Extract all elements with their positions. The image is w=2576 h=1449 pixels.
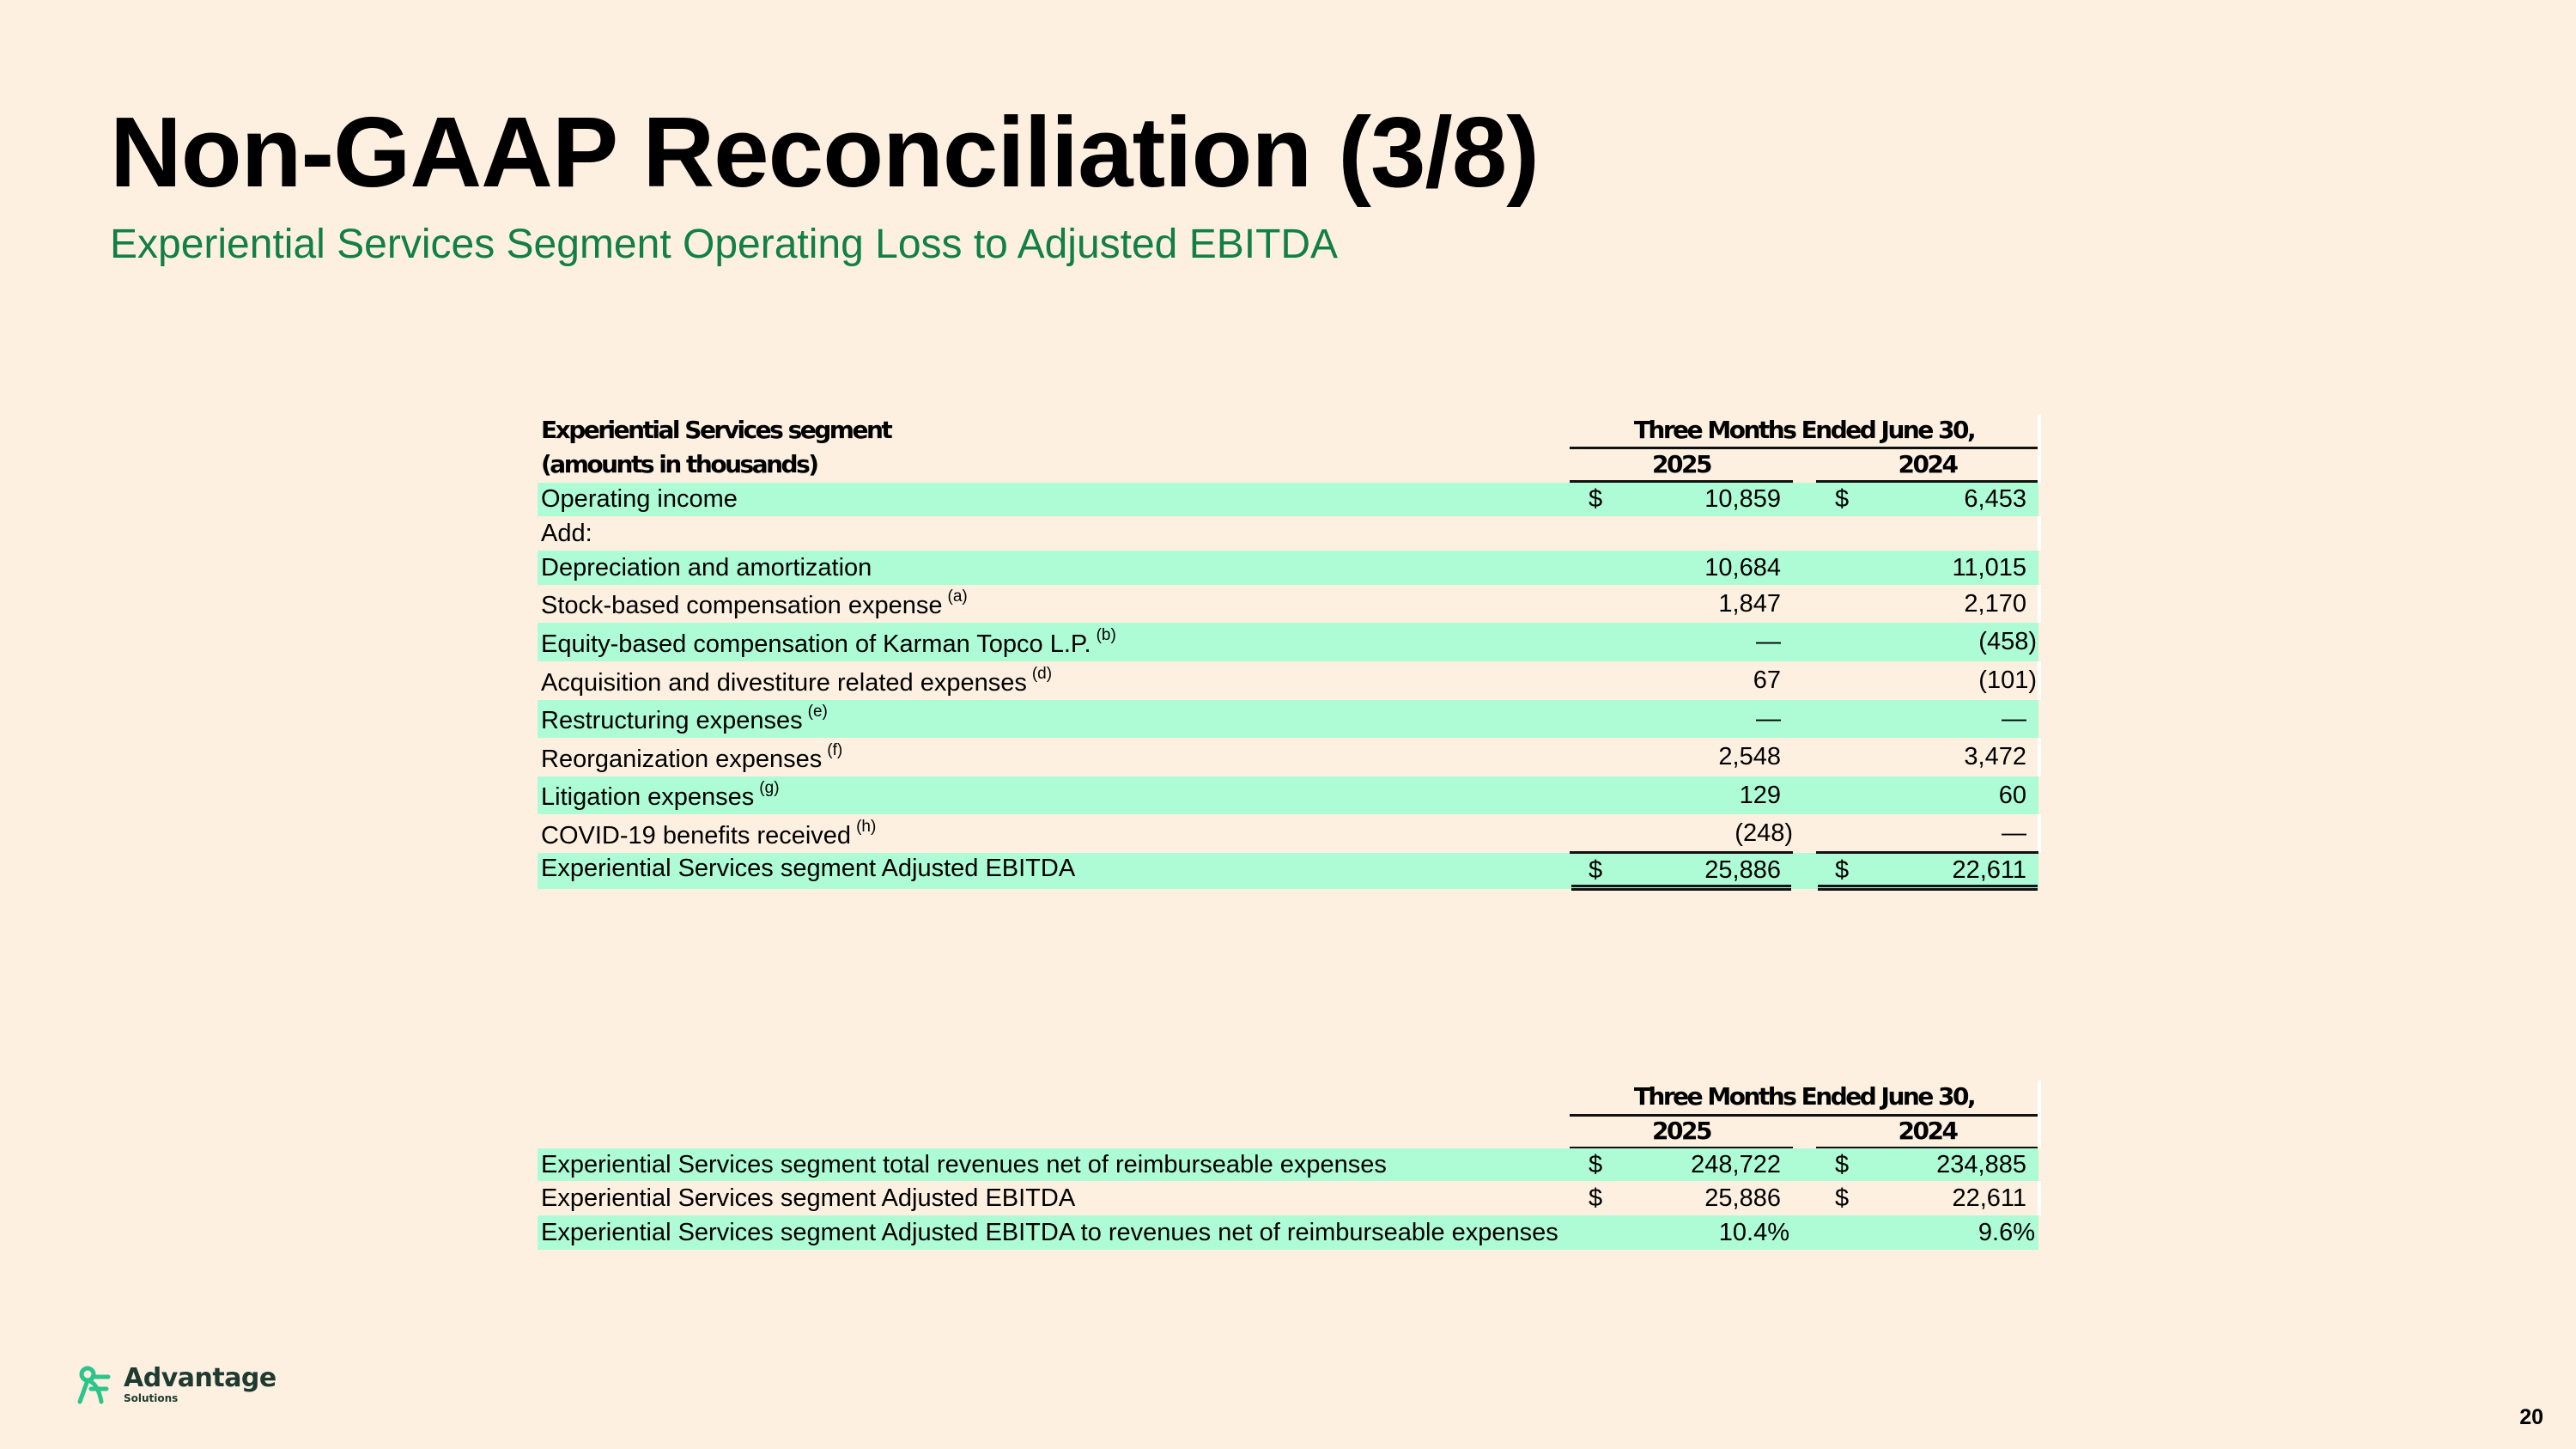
currency-symbol: $ bbox=[1835, 1184, 1850, 1212]
table-edge bbox=[2038, 1081, 2041, 1148]
header-segment: Experiential Services segment bbox=[541, 416, 891, 444]
page-number: 20 bbox=[2519, 1405, 2543, 1429]
table-edge bbox=[2038, 1181, 2041, 1215]
table-row bbox=[538, 776, 2038, 814]
logo-subtitle: Solutions bbox=[124, 1392, 179, 1404]
header-year-2025: 2025 bbox=[1652, 450, 1710, 478]
table-row bbox=[538, 516, 2038, 551]
value-2025: 67 bbox=[1753, 667, 1781, 694]
table-row bbox=[538, 1215, 2038, 1250]
value-2025: — bbox=[1756, 704, 1781, 733]
value-2024: 22,611 bbox=[1952, 855, 2026, 884]
footnote-ref: (a) bbox=[947, 588, 968, 606]
footnote-ref: (g) bbox=[759, 779, 780, 797]
table-row bbox=[538, 1148, 2038, 1181]
value-2024: 234,885 bbox=[1936, 1150, 2026, 1178]
value-2024: 60 bbox=[1998, 781, 2026, 809]
slide-title: Non-GAAP Reconciliation (3/8) bbox=[110, 96, 1539, 208]
value-2024: — bbox=[2002, 704, 2026, 733]
row-label: Litigation expenses bbox=[541, 783, 755, 811]
value-2025: 25,886 bbox=[1704, 855, 1781, 884]
table-edge bbox=[2038, 585, 2041, 623]
header-year-2024: 2024 bbox=[1898, 1117, 1957, 1145]
currency-symbol: $ bbox=[1589, 1150, 1603, 1178]
advantage-logo-icon bbox=[76, 1364, 117, 1405]
value-2024: 2,170 bbox=[1964, 589, 2026, 618]
row-label: Restructuring expenses bbox=[541, 707, 803, 734]
footnote-ref: (f) bbox=[827, 740, 843, 759]
row-label: Experiential Services segment Adjusted EBITDA bbox=[541, 1184, 1076, 1212]
value-2025: 25,886 bbox=[1704, 1184, 1781, 1212]
header-year-2024: 2024 bbox=[1898, 450, 1957, 478]
table-row bbox=[538, 661, 2038, 700]
row-label: Operating income bbox=[541, 485, 738, 513]
table-edge bbox=[2038, 414, 2041, 483]
value-2024: — bbox=[2002, 819, 2026, 847]
value-2024: 3,472 bbox=[1964, 743, 2026, 770]
value-2025: 10.4% bbox=[1718, 1218, 1789, 1246]
value-2025: (248) bbox=[1735, 819, 1793, 847]
double-underline-2025 bbox=[1571, 885, 1791, 891]
table-header bbox=[538, 1081, 2038, 1148]
table-edge bbox=[2038, 661, 2041, 700]
row-label: Add: bbox=[541, 519, 592, 547]
row-label: Depreciation and amortization bbox=[541, 553, 872, 581]
advantage-solutions-logo bbox=[76, 1364, 276, 1405]
footnote-ref: (h) bbox=[856, 817, 877, 836]
slide-subtitle: Experiential Services Segment Operating Loss to Adjusted EBITDA bbox=[110, 222, 1339, 267]
row-label: Experiential Services segment Adjusted EBITDA bbox=[541, 855, 1076, 882]
table-edge bbox=[2038, 814, 2041, 853]
table-row bbox=[538, 1181, 2038, 1215]
double-underline-2024 bbox=[1818, 885, 2038, 891]
table-row bbox=[538, 814, 2038, 853]
value-2025: 2,548 bbox=[1718, 743, 1781, 770]
header-period: Three Months Ended June 30, bbox=[1633, 1082, 1975, 1111]
row-label: Reorganization expenses bbox=[541, 745, 823, 773]
footnote-ref: (b) bbox=[1096, 625, 1116, 644]
row-label: Experiential Services segment total revenues net of reimburseable expenses bbox=[541, 1150, 1387, 1178]
value-2025: 248,722 bbox=[1691, 1150, 1781, 1178]
footnote-ref: (e) bbox=[807, 703, 828, 721]
table-row bbox=[538, 738, 2038, 776]
currency-symbol: $ bbox=[1835, 855, 1850, 884]
table-edge bbox=[2038, 738, 2041, 776]
row-label: Stock-based compensation expense bbox=[541, 592, 943, 619]
currency-symbol: $ bbox=[1835, 1150, 1850, 1178]
header-period: Three Months Ended June 30, bbox=[1633, 416, 1975, 444]
table-row bbox=[538, 623, 2038, 661]
ebitda-reconciliation-table bbox=[538, 414, 2038, 889]
table-row bbox=[538, 585, 2038, 623]
footnote-ref: (d) bbox=[1031, 664, 1053, 683]
currency-symbol: $ bbox=[1589, 485, 1603, 513]
currency-symbol: $ bbox=[1589, 1184, 1603, 1212]
ebitda-margin-table bbox=[538, 1081, 2038, 1250]
value-2024: 6,453 bbox=[1964, 485, 2026, 513]
header-year-2025: 2025 bbox=[1652, 1117, 1710, 1145]
table-row bbox=[538, 551, 2038, 585]
row-label: Acquisition and divestiture related expenses bbox=[541, 668, 1027, 697]
table-row-total bbox=[538, 853, 2038, 889]
value-2024: (458) bbox=[1978, 628, 2037, 655]
value-2024: (101) bbox=[1978, 667, 2037, 694]
row-label: Experiential Services segment Adjusted EBITDA to revenues net of reimburseable expenses bbox=[541, 1218, 1558, 1246]
value-2025: 1,847 bbox=[1718, 589, 1781, 618]
row-label: Equity-based compensation of Karman Topco L.P. bbox=[541, 630, 1091, 658]
value-2024: 22,611 bbox=[1952, 1184, 2026, 1212]
table-edge bbox=[2038, 516, 2041, 551]
value-2025: — bbox=[1756, 628, 1781, 655]
table-row bbox=[538, 700, 2038, 738]
row-label: COVID-19 benefits received bbox=[541, 821, 852, 849]
header-rule bbox=[1570, 447, 2038, 449]
value-2024: 11,015 bbox=[1952, 553, 2026, 581]
logo-name: Advantage bbox=[124, 1363, 276, 1393]
value-2025: 129 bbox=[1739, 781, 1781, 809]
value-2025: 10,859 bbox=[1704, 485, 1781, 513]
value-2025: 10,684 bbox=[1704, 553, 1781, 581]
header-units: (amounts in thousands) bbox=[541, 450, 817, 478]
currency-symbol: $ bbox=[1589, 855, 1603, 884]
currency-symbol: $ bbox=[1835, 485, 1850, 513]
value-2024: 9.6% bbox=[1978, 1218, 2035, 1246]
table-header bbox=[538, 414, 2038, 483]
table-row bbox=[538, 483, 2038, 516]
